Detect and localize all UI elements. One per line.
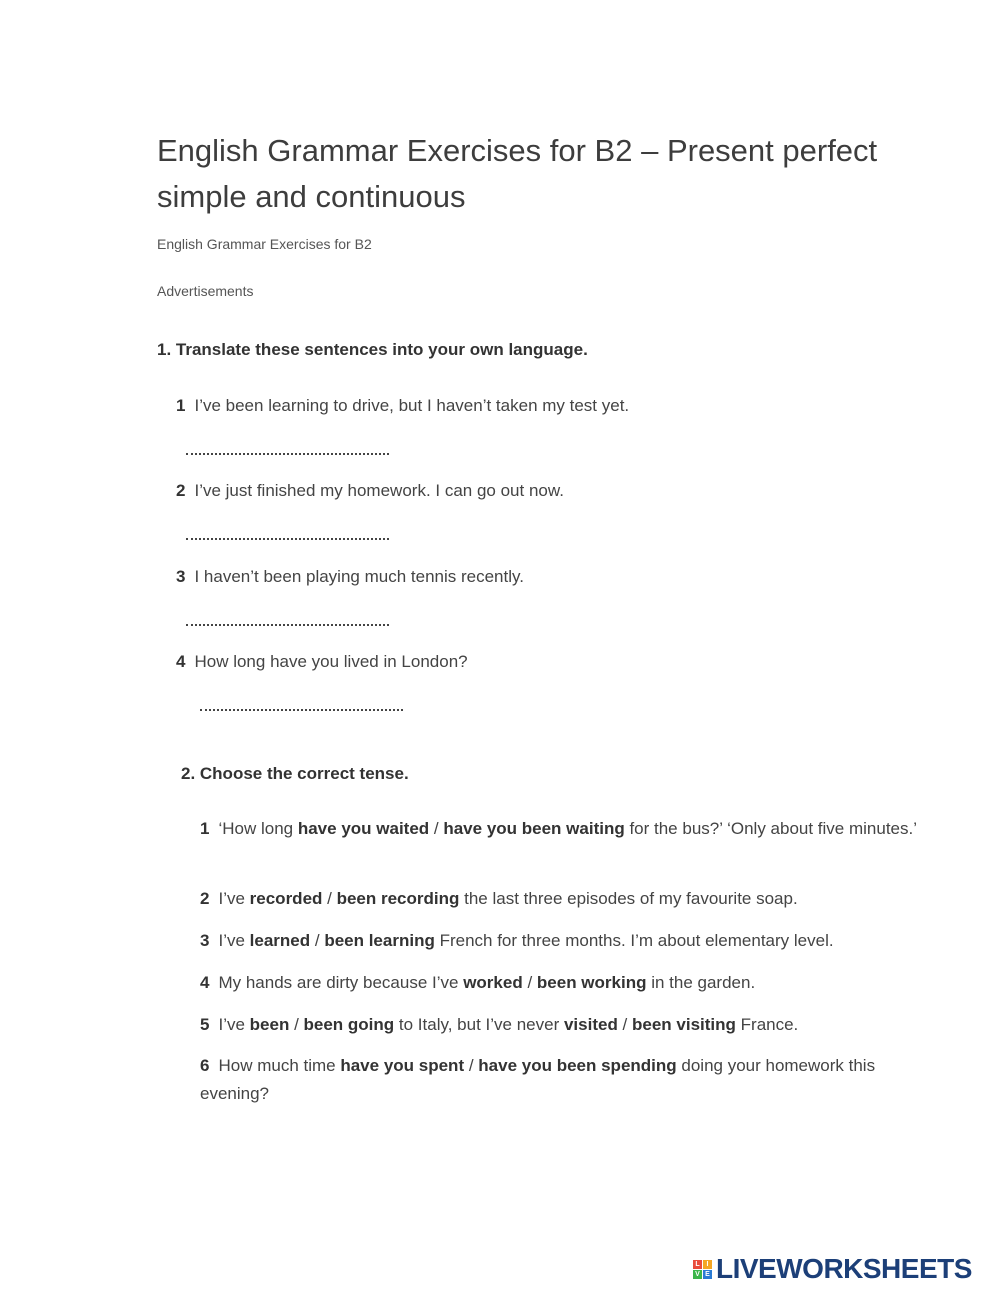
option-b[interactable]: been visiting [632,1015,736,1034]
option-separator: / [429,819,444,838]
item-text: ‘How long [218,819,298,838]
item-text: My hands are dirty because I’ve [218,973,464,992]
item-text: I’ve just finished my homework. I can go out now. [194,481,564,500]
item-number: 2 [176,481,186,500]
choose-item [200,885,925,913]
logo-text: LIVEWORKSHEETS [716,1253,972,1284]
option-b[interactable]: have you been spending [478,1056,677,1075]
item-number: 3 [200,931,210,950]
item-number: 1 [200,819,210,838]
item-text: How much time [218,1056,341,1075]
choose-item [200,969,925,997]
logo-mark-tile: I [703,1260,712,1269]
choose-item [200,1011,925,1039]
logo-mark-tile: E [703,1270,712,1279]
page-title: English Grammar Exercises for B2 – Present perfect simple and continuous [157,133,878,214]
item-text: I’ve [218,931,250,950]
option-a[interactable]: learned [249,931,311,950]
option-b[interactable]: been working [536,973,647,992]
answer-blank[interactable] [186,538,389,540]
option-a[interactable]: been [249,1015,290,1034]
item-text: France. [735,1015,799,1034]
answer-blank[interactable] [186,453,389,455]
option-separator: / [289,1015,304,1034]
choose-item [200,815,925,843]
translate-item [176,648,468,676]
item-number: 5 [200,1015,210,1034]
item-number: 4 [176,652,186,671]
item-text: the last three episodes of my favourite soap. [459,889,798,908]
option-separator: / [522,973,537,992]
item-number: 4 [200,973,210,992]
logo-mark-tile: L [693,1260,702,1269]
item-text: I haven’t been playing much tennis recently. [194,567,524,586]
category-label[interactable]: English Grammar Exercises for B2 [157,236,372,252]
option-b[interactable]: been learning [324,931,435,950]
item-number: 6 [200,1056,210,1075]
translate-item [176,477,564,505]
item-text: in the garden. [646,973,756,992]
item-text: I’ve been learning to drive, but I haven’t taken my test yet. [194,396,630,415]
logo-mark-icon [693,1260,712,1279]
choose-item [200,927,925,955]
option-a[interactable]: recorded [249,889,323,908]
item-text: French for three months. I’m about elementary level. [434,931,834,950]
option-separator: / [617,1015,632,1034]
item-text: I’ve [218,889,250,908]
answer-blank[interactable] [200,709,403,711]
translate-item [176,563,524,591]
item-text: I’ve [218,1015,250,1034]
option-b[interactable]: been recording [336,889,460,908]
item-number: 2 [200,889,210,908]
option-b[interactable]: have you been waiting [443,819,625,838]
choose-item [200,1052,925,1108]
option-a[interactable]: visited [563,1015,618,1034]
liveworksheets-logo[interactable] [693,1254,972,1284]
section-1-heading: 1. Translate these sentences into your own language. [157,340,588,359]
item-text: for the bus?’ ‘Only about five minutes.’ [624,819,918,838]
option-separator: / [310,931,325,950]
item-number: 1 [176,396,186,415]
answer-blank[interactable] [186,624,389,626]
option-separator: / [322,889,337,908]
item-text: to Italy, but I’ve never [394,1015,564,1034]
advertisements-label: Advertisements [157,283,254,299]
translate-item [176,392,629,420]
item-text: How long have you lived in London? [194,652,468,671]
option-a[interactable]: have you spent [340,1056,465,1075]
option-separator: / [464,1056,479,1075]
item-text: doing your homework this evening? [200,1056,876,1103]
option-a[interactable]: have you waited [297,819,430,838]
option-a[interactable]: worked [463,973,523,992]
section-2-heading: 2. Choose the correct tense. [181,764,409,783]
logo-mark-tile: V [693,1270,702,1279]
option-b[interactable]: been going [303,1015,395,1034]
item-number: 3 [176,567,186,586]
